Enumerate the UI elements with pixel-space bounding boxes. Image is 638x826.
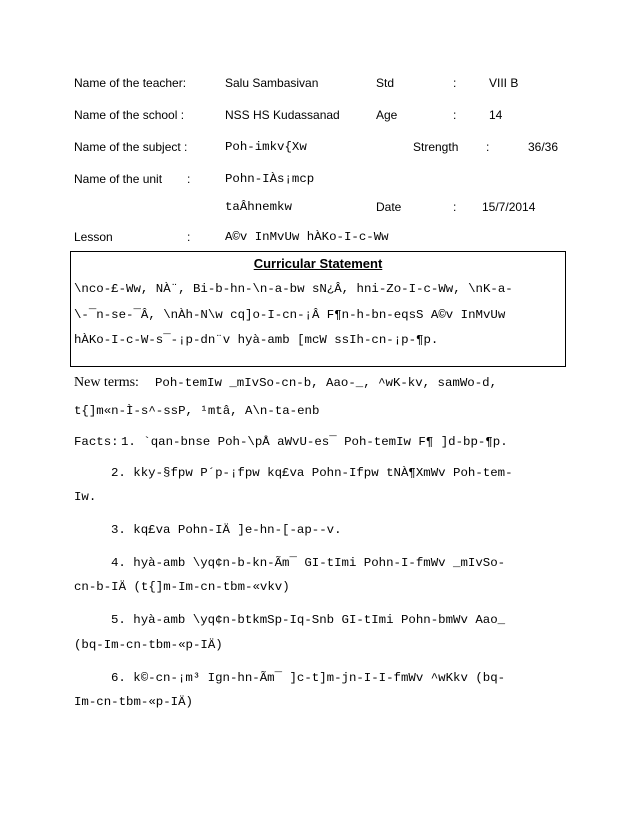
fact-6-line-2: Im-cn-tbm-«p-IÄ) [74,695,193,709]
fact-2-line-1: 2. kky-§fpw P´p-¡fpw kq£va Pohn-Ifpw tNÀ¶XmWv Poh-tem- [111,466,513,480]
school-label: Name of the school : [74,108,185,122]
strength-label: Strength [413,140,459,154]
date-label: Date [376,200,402,214]
fact-3: 3. kq£va Pohn-IÄ ]e-hn-[-ap--v. [111,523,342,537]
fact-6-line-1: 6. k©-cn-¡m³ Ign-hn-Ãm¯ ]c-t]m-jn-I-I-fmWv ^wKkv (bq- [111,671,506,685]
facts-label: Facts: [74,435,119,449]
new-terms-line-1: Poh-temIw _mIvSo-cn-b, Aao-_, ^wK-kv, samWo-d, [155,376,498,390]
fact-4-line-2: cn-b-IÄ (t{]m-Im-cn-tbm-«vkv) [74,580,290,594]
unit-label: Name of the unit [74,172,163,186]
fact-5-line-1: 5. hyà-amb \yq¢n-btkmSp-Iq-Snb GI-tImi Pohn-bmWv Aao_ [111,613,506,627]
lesson-colon: : [187,230,191,244]
curricular-line-1: \nco-£-Ww, NÀ¨, Bi-b-hn-\n-a-bw sN¿Â, hni-Zo-I-c-Ww, \nK-a- [74,282,513,296]
strength-value: 36/36 [528,140,559,154]
unit-value: Pohn-IÀs¡mcp [225,172,315,186]
age-label: Age [376,108,398,122]
unit-value-line2: taÂhnemkw [225,200,292,214]
curricular-line-3: hÀKo-I-c-W-s¯-¡p-dn¨v hyà-amb [mcW ssIh-cn-¡p-¶p. [74,333,439,347]
subject-value: Poh-imkv{Xw [225,140,307,154]
unit-colon: : [187,172,191,186]
curricular-statement-box [70,251,566,367]
std-label: Std [376,76,395,90]
std-value: VIII B [489,76,519,90]
std-colon: : [453,76,457,90]
curricular-line-2: \-¯n-se-¯Â, \nÀh-N\w cq]o-I-cn-¡Â F¶n-h-bn-eqsS A©v InMvUw [74,308,506,322]
fact-4-line-1: 4. hyà-amb \yq¢n-b-kn-Ãm¯ GI-tImi Pohn-I-fmWv _mIvSo- [111,556,506,570]
date-value: 15/7/2014 [482,200,536,214]
teacher-value: Salu Sambasivan [225,76,319,90]
age-value: 14 [489,108,503,122]
lesson-value: A©v InMvUw hÀKo-I-c-Ww [225,230,389,244]
school-value: NSS HS Kudassanad [225,108,340,122]
teacher-label: Name of the teacher: [74,76,187,90]
fact-1: 1. `qan-bnse Poh-\pÅ aWvU-es¯ Poh-temIw F¶ ]d-bp-¶p. [121,435,508,449]
lesson-label: Lesson [74,230,113,244]
strength-colon: : [486,140,490,154]
curricular-statement-title: Curricular Statement [253,256,383,271]
fact-2-line-2: Iw. [74,490,97,504]
age-colon: : [453,108,457,122]
new-terms-line-2: t{]m«n-Ì-s^-ssP, ¹mtâ, A\n-ta-enb [74,404,320,418]
new-terms-label: New terms: [74,375,139,390]
subject-label: Name of the subject : [74,140,188,154]
date-colon: : [453,200,457,214]
fact-5-line-2: (bq-Im-cn-tbm-«p-IÄ) [74,638,223,652]
